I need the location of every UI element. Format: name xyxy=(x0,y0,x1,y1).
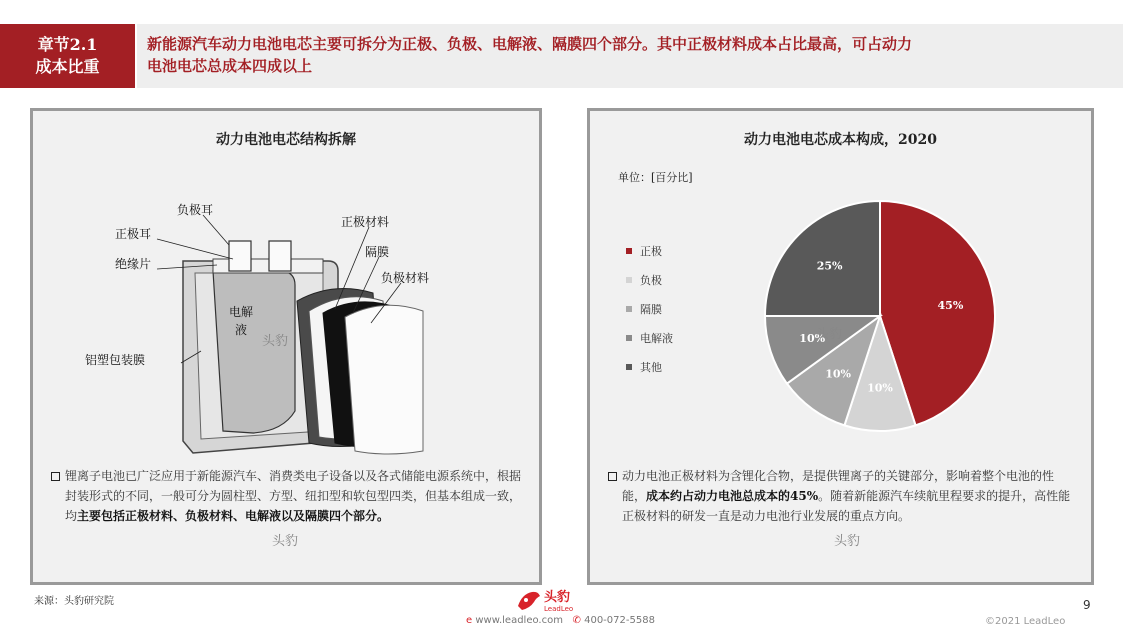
chapter-number: 章节2.1 xyxy=(37,35,98,54)
pie-label-1: 10% xyxy=(867,381,893,395)
chapter-name: 成本比重 xyxy=(35,57,100,76)
pie-label-2: 10% xyxy=(825,367,851,381)
insulator-label: 绝缘片 xyxy=(115,257,152,271)
bullet-square-icon xyxy=(51,472,60,481)
source-note: 来源：头豹研究院 xyxy=(34,596,114,607)
cost-note-text-end: 。随着新能源汽车续航里程要求的提升，高性能正极材料的研发一直是动力电池行业发展的重点方向。 xyxy=(622,489,1071,523)
cost-composition-panel xyxy=(587,108,1094,585)
copyright: ©2021 LeadLeo xyxy=(985,616,1066,627)
leopard-logo-icon xyxy=(514,586,580,614)
phone-icon: ✆ xyxy=(572,615,581,626)
leadleo-logo xyxy=(514,586,580,618)
legend-item xyxy=(626,243,673,272)
phone-number: 400-072-5588 xyxy=(584,615,655,626)
electrolyte-label-line2: 液 xyxy=(235,323,248,337)
pie-label-0: 45% xyxy=(937,298,964,312)
cost-pie-chart xyxy=(760,196,1000,436)
page-number: 9 xyxy=(1083,598,1091,612)
watermark: 头豹 xyxy=(272,534,299,549)
legend-label: 隔膜 xyxy=(640,303,662,316)
legend-swatch xyxy=(626,335,632,341)
pie-slice-4 xyxy=(765,201,880,316)
legend-swatch xyxy=(626,364,632,370)
battery-note-text: 锂离子电池已广泛应用于新能源汽车、消费类电子设备以及各式储能电源系统中，根据封装形式的不同，一般可分为圆柱型、方型、纽扣型和软包型四类，但基本组成一致，均 xyxy=(65,469,522,523)
positive-tab-label: 正极耳 xyxy=(115,227,152,241)
page-title-line1: 新能源汽车动力电池电芯主要可拆分为正极、负极、电解液、隔膜四个部分。其中正极材料成本占比最高，可占动力 xyxy=(147,35,913,53)
legend-label: 其他 xyxy=(640,361,662,374)
website-link[interactable]: www.leadleo.com xyxy=(475,615,563,626)
legend-swatch xyxy=(626,248,632,254)
logo-en-text: LeadLeo xyxy=(544,605,574,613)
watermark: 头豹 xyxy=(816,327,843,342)
page-title-line2: 电池电芯总成本四成以上 xyxy=(147,57,313,75)
legend-swatch xyxy=(626,277,632,283)
battery-cell-illustration xyxy=(83,161,523,461)
battery-note-bold: 主要包括正极材料、负极材料、电解液以及隔膜四个部分。 xyxy=(77,509,390,523)
bullet-square-icon xyxy=(608,472,617,481)
logo-cn-text: 头豹 xyxy=(544,590,571,605)
web-icon: e xyxy=(466,615,473,626)
legend-item xyxy=(626,330,673,359)
watermark: 头豹 xyxy=(262,334,289,349)
legend-item xyxy=(626,359,673,388)
contact-line xyxy=(466,615,655,626)
pie-label-4: 25% xyxy=(816,259,843,273)
chart-legend xyxy=(626,243,673,388)
anode-material-label: 负极材料 xyxy=(381,271,430,285)
cathode-material-label: 正极材料 xyxy=(341,215,390,229)
separator-label: 隔膜 xyxy=(365,245,390,259)
aluminum-film-label: 铝塑包装膜 xyxy=(85,353,146,367)
page-title xyxy=(137,24,1123,88)
cost-composition-note xyxy=(608,466,1075,526)
legend-item xyxy=(626,301,673,330)
cost-note-text: 动力电池正极材料为含锂化合物，是提供锂离子的关键部分，影响着整个电池的性能， xyxy=(622,469,1055,503)
legend-label: 正极 xyxy=(640,245,662,258)
watermark: 头豹 xyxy=(834,534,861,549)
battery-structure-note xyxy=(51,466,523,526)
pie-label-3: 10% xyxy=(799,332,826,346)
chart-title: 动力电池电芯成本构成，2020 xyxy=(744,132,937,148)
legend-label: 负极 xyxy=(640,274,662,287)
legend-label: 电解液 xyxy=(640,332,673,345)
cost-note-bold: 成本约占动力电池总成本的45% xyxy=(646,489,819,503)
legend-item xyxy=(626,272,673,301)
electrolyte-label-line1: 电解 xyxy=(229,305,254,319)
chart-unit-label: 单位：[百分比] xyxy=(618,171,693,184)
chapter-box xyxy=(0,24,135,88)
negative-tab-label: 负极耳 xyxy=(177,203,214,217)
battery-structure-title: 动力电池电芯结构拆解 xyxy=(216,132,356,148)
legend-swatch xyxy=(626,306,632,312)
